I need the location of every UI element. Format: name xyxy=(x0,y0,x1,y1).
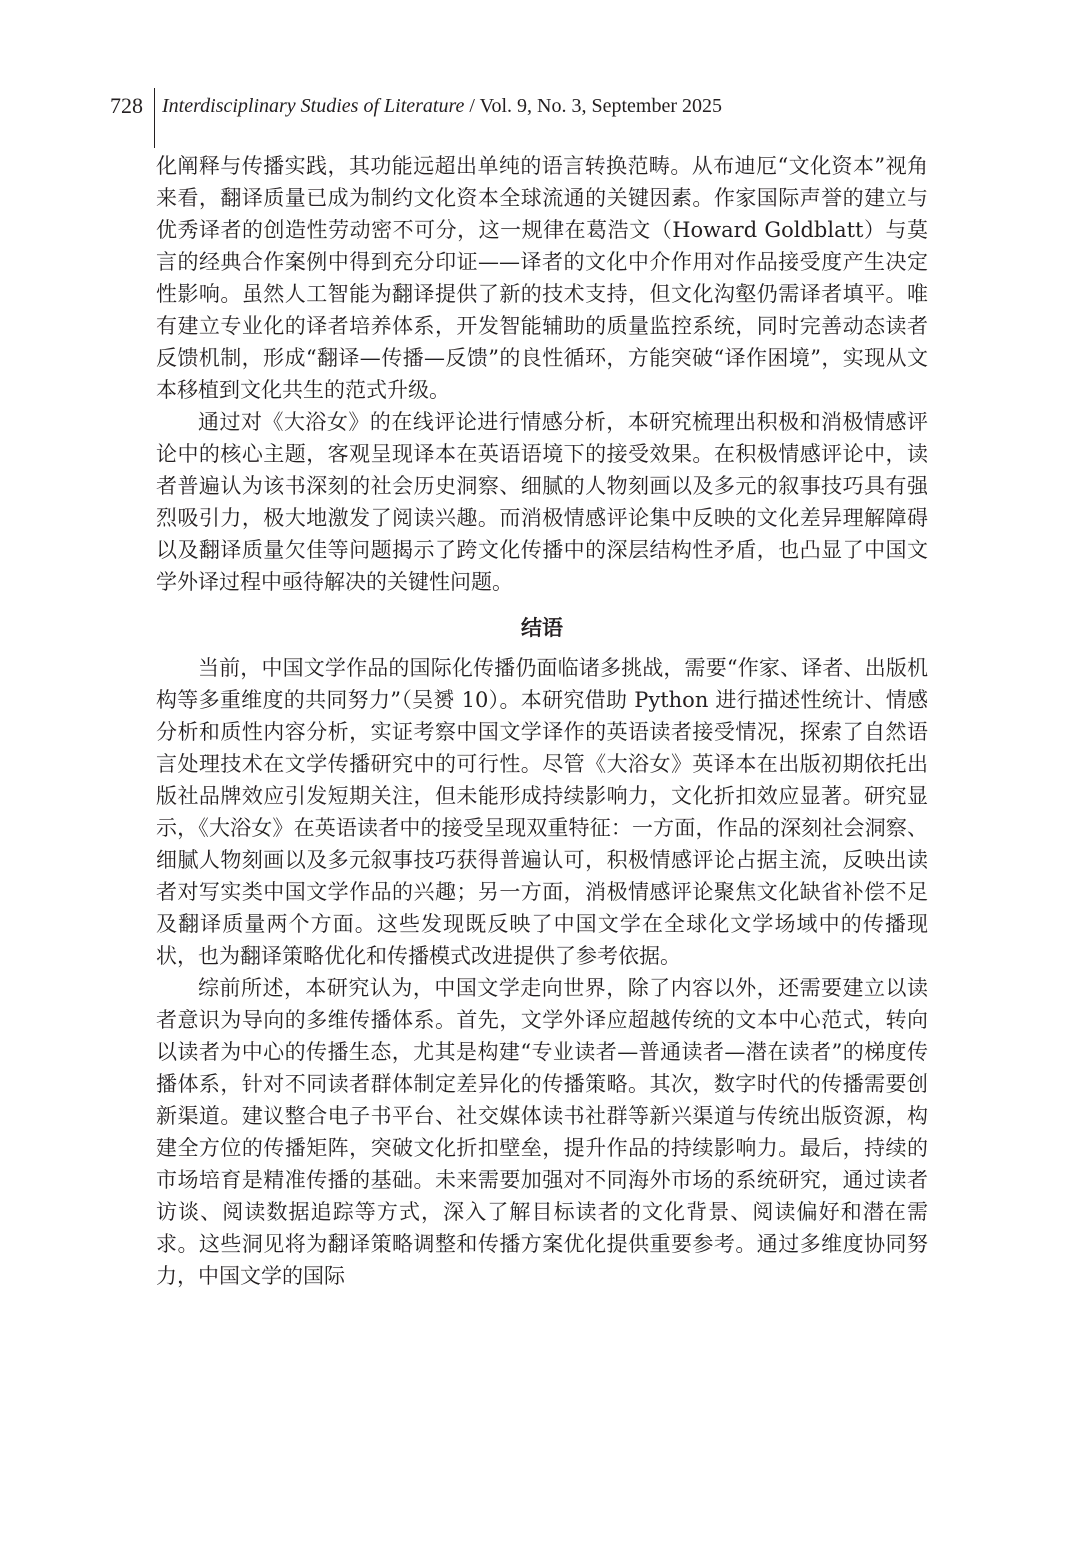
running-header xyxy=(100,88,940,148)
paragraph-conclusion-2: 综前所述，本研究认为，中国文学走向世界，除了内容以外，还需要建立以读者意识为导向的多维传播体系。首先，文学外译应超越传统的文本中心范式，转向以读者为中心的传播生态，尤其是构建“专业读者—普通读者—潜在读者”的梯度传播体系，针对不同读者群体制定差异化的传播策略。其次，数字时代的传播需要创新渠道。建议整合电子书平台、社交媒体读书社群等新兴渠道与传统出版资源，构建全方位的传播矩阵，突破文化折扣壁垒，提升作品的持续影响力。最后，持续的市场培育是精准传播的基础。未来需要加强对不同海外市场的系统研究，通过读者访谈、阅读数据追踪等方式，深入了解目标读者的文化背景、阅读偏好和潜在需求。这些洞见将为翻译策略调整和传播方案优化提供重要参考。通过多维度协同努力，中国文学的国际 xyxy=(156,976,928,1288)
issue-info: Vol. 9, No. 3, September 2025 xyxy=(479,95,722,117)
header-separator: / xyxy=(469,95,475,117)
body-text xyxy=(156,150,928,1292)
header-divider xyxy=(154,88,155,148)
section-title-conclusion: 结语 xyxy=(521,616,563,640)
page-number: 728 xyxy=(110,93,143,118)
journal-citation xyxy=(162,92,722,120)
paragraph-sentiment-summary: 通过对《大浴女》的在线评论进行情感分析，本研究梳理出积极和消极情感评论中的核心主题，客观呈现译本在英语语境下的接受效果。在积极情感评论中，读者普遍认为该书深刻的社会历史洞察、细腻的人物刻画以及多元的叙事技巧具有强烈吸引力，极大地激发了阅读兴趣。而消极情感评论集中反映的文化差异理解障碍以及翻译质量欠佳等问题揭示了跨文化传播中的深层结构性矛盾，也凸显了中国文学外译过程中亟待解决的关键性问题。 xyxy=(156,410,928,594)
journal-name: Interdisciplinary Studies of Literature xyxy=(162,95,465,117)
paragraph-continuation: 化阐释与传播实践，其功能远超出单纯的语言转换范畴。从布迪厄“文化资本”视角来看，翻译质量已成为制约文化资本全球流通的关键因素。作家国际声誉的建立与优秀译者的创造性劳动密不可分，这一规律在葛浩文（Howard Goldblatt）与莫言的经典合作案例中得到充分印证——译者的文化中介作用对作品接受度产生决定性影响。虽然人工智能为翻译提供了新的技术支持，但文化沟壑仍需译者填平。唯有建立专业化的译者培养体系，开发智能辅助的质量监控系统，同时完善动态读者反馈机制，形成“翻译—传播—反馈”的良性循环，方能突破“译作困境”，实现从文本移植到文化共生的范式升级。 xyxy=(156,154,928,402)
paragraph-conclusion-1: 当前，中国文学作品的国际化传播仍面临诸多挑战，需要“作家、译者、出版机构等多重维度的共同努力”（吴赟 10）。本研究借助 Python 进行描述性统计、情感分析和质性内容分析，实证考察中国文学译作的英语读者接受情况，探索了自然语言处理技术在文学传播研究中的可行性。尽管《大浴女》英译本在出版初期依托出版社品牌效应引发短期关注，但未能形成持续影响力，文化折扣效应显著。研究显示，《大浴女》在英语读者中的接受呈现双重特征：一方面，作品的深刻社会洞察、细腻人物刻画以及多元叙事技巧获得普遍认可，积极情感评论占据主流，反映出读者对写实类中国文学作品的兴趣；另一方面，消极情感评论聚焦文化缺省补偿不足及翻译质量两个方面。这些发现既反映了中国文学在全球化文学场域中的传播现状，也为翻译策略优化和传播模式改进提供了参考依据。 xyxy=(156,656,928,968)
